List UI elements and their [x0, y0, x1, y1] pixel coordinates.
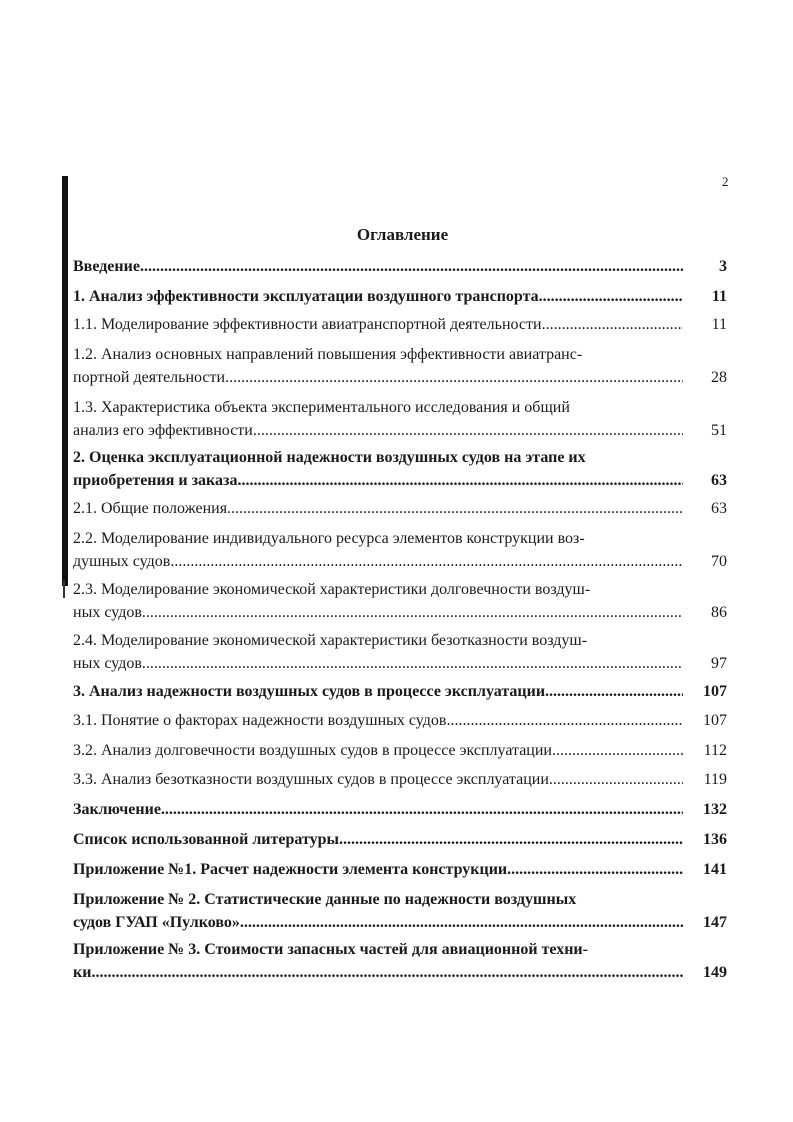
dot-leader — [339, 828, 683, 851]
toc-entry[interactable] — [73, 629, 733, 675]
dot-leader — [225, 366, 683, 389]
dot-leader — [142, 652, 683, 675]
toc-entry-text: 3.3. Анализ безотказности воздушных судов в процессе эксплуатации — [73, 771, 549, 788]
toc-entry-text: ки — [73, 964, 92, 981]
dot-leader — [237, 469, 683, 492]
toc-entry[interactable] — [73, 255, 733, 278]
toc-entry-page: 11 — [711, 316, 727, 333]
dot-leader — [140, 255, 683, 278]
toc-entry-page: 107 — [703, 683, 727, 700]
toc-entry-text: 2.2. Моделирование индивидуального ресурса элементов конструкции воз- — [73, 530, 585, 547]
toc-entry-text: анализ его эффективности — [73, 422, 253, 439]
dot-leader — [91, 961, 683, 984]
toc-entry[interactable] — [73, 343, 733, 389]
toc-entry-page: 132 — [703, 801, 727, 818]
toc-entry-text: судов ГУАП «Пулково» — [73, 914, 240, 931]
dot-leader — [507, 858, 683, 881]
toc-entry-page: 51 — [711, 422, 727, 439]
dot-leader — [240, 911, 683, 934]
toc-entry-text: 1.3. Характеристика объекта экспериментального исследования и общий — [73, 399, 570, 416]
dot-leader — [227, 497, 683, 520]
toc-entry-page: 28 — [711, 369, 727, 386]
toc-entry-text: Приложение № 3. Стоимости запасных частей для авиационной техни- — [73, 941, 588, 958]
toc-entry-text: Заключение — [73, 801, 161, 818]
toc-entry-page: 112 — [703, 742, 727, 759]
toc-entry-text: Приложение № 2. Статистические данные по надежности воздушных — [73, 891, 577, 908]
toc-entry-text: 1.2. Анализ основных направлений повышения эффективности авиатранс- — [73, 346, 583, 363]
toc-entry[interactable] — [73, 768, 733, 791]
toc-entry[interactable] — [73, 446, 733, 492]
toc-entry[interactable] — [73, 396, 733, 442]
toc-entry[interactable] — [73, 680, 733, 703]
toc-entry-text: 1. Анализ эффективности эксплуатации воздушного транспорта — [73, 288, 539, 305]
toc-entry-text: приобретения и заказа — [73, 472, 238, 489]
dot-leader — [161, 798, 683, 821]
toc-entry[interactable] — [73, 858, 733, 881]
page-title: Оглавление — [356, 225, 449, 244]
toc-entry[interactable] — [73, 828, 733, 851]
page-number: 2 — [722, 174, 729, 189]
toc-entry-page: 86 — [711, 604, 727, 621]
toc-entry-page: 97 — [711, 655, 727, 672]
toc-entry-text: 2.4. Моделирование экономической характеристики безотказности воздуш- — [73, 632, 588, 649]
toc-entry-text: ных судов — [73, 655, 142, 672]
toc-entry[interactable] — [73, 313, 733, 336]
toc-entry-page: 3 — [719, 258, 727, 275]
toc-entry[interactable] — [73, 578, 733, 624]
toc-entry-text: портной деятельности — [73, 369, 226, 386]
toc-entry-page: 136 — [703, 831, 727, 848]
toc-entry-page: 147 — [703, 914, 727, 931]
toc-entry[interactable] — [73, 709, 733, 732]
toc-entry-text: Список использованной литературы — [73, 831, 339, 848]
scan-edge-mark-small — [63, 580, 65, 598]
toc-entry-text: 1.1. Моделирование эффективности авиатранспортной деятельности — [73, 316, 542, 333]
toc-entry-text: ных судов — [73, 604, 142, 621]
toc-entry[interactable] — [73, 527, 733, 573]
toc-entry[interactable] — [73, 798, 733, 821]
dot-leader — [142, 601, 683, 624]
toc-entry-text: 3.2. Анализ долговечности воздушных судов в процессе эксплуатации — [73, 742, 552, 759]
toc-entry-text: 2. Оценка эксплуатационной надежности воздушных судов на этапе их — [73, 449, 586, 466]
toc-entry-text: Введение — [73, 258, 140, 275]
toc-entry-text: душных судов — [73, 553, 171, 570]
toc-entry[interactable] — [73, 938, 733, 984]
dot-leader — [549, 768, 683, 791]
toc-entry-text: Приложение №1. Расчет надежности элемента конструкции — [73, 861, 508, 878]
toc-entry-text: 3. Анализ надежности воздушных судов в процессе эксплуатации — [73, 683, 546, 700]
toc-entry-text: 2.1. Общие положения — [73, 500, 228, 517]
dot-leader — [253, 419, 683, 442]
dot-leader — [446, 709, 683, 732]
dot-leader — [539, 285, 683, 308]
toc-entry[interactable] — [73, 739, 733, 762]
toc-entry-page: 149 — [703, 964, 727, 981]
dot-leader — [545, 680, 683, 703]
toc-entry-page: 141 — [703, 861, 727, 878]
toc-entry[interactable] — [73, 497, 733, 520]
toc-entry[interactable] — [73, 285, 733, 308]
dot-leader — [170, 550, 683, 573]
toc-entry[interactable] — [73, 888, 733, 934]
toc-entry-text: 2.3. Моделирование экономической характеристики долговечности воздуш- — [73, 581, 591, 598]
toc-entry-page: 63 — [711, 500, 727, 517]
toc-entry-page: 119 — [703, 771, 727, 788]
toc-entry-text: 3.1. Понятие о факторах надежности воздушных судов — [73, 712, 447, 729]
dot-leader — [542, 313, 683, 336]
toc-entry-page: 11 — [711, 288, 727, 305]
toc-entry-page: 70 — [711, 553, 727, 570]
toc-entry-page: 63 — [711, 472, 727, 489]
toc-entry-page: 107 — [703, 712, 727, 729]
dot-leader — [552, 739, 683, 762]
